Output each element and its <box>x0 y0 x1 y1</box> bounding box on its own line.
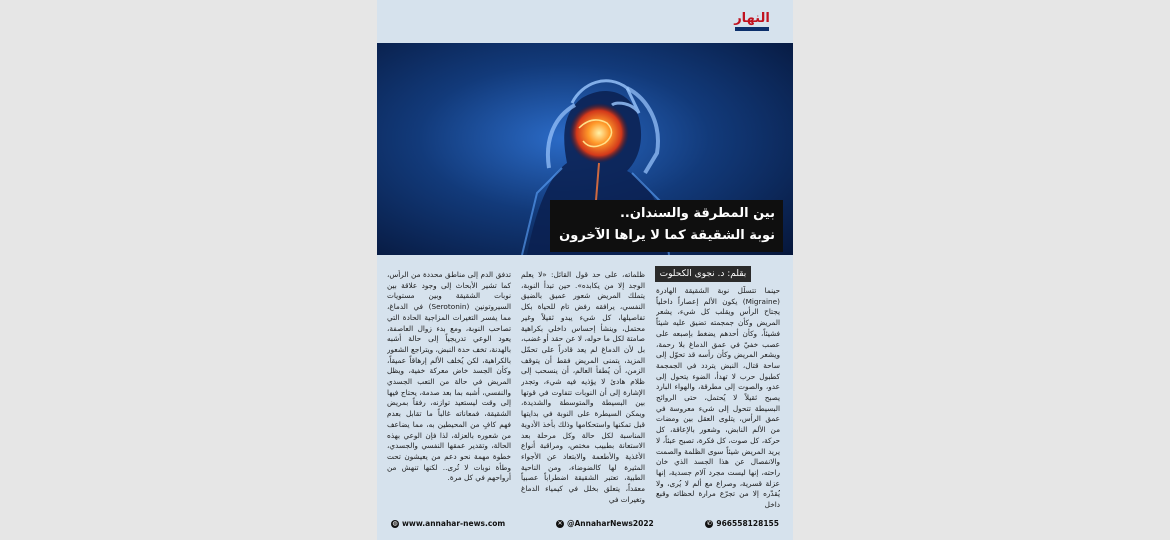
phone-number: 966558128155 <box>716 519 779 528</box>
footer-social[interactable] <box>556 518 654 530</box>
footer-phone[interactable] <box>705 518 779 530</box>
brand-logo <box>725 12 779 36</box>
headline-line-2: نوبة الشقيقة كما لا يراها الآخرون <box>559 228 775 243</box>
article-column-3: تدفق الدم إلى مناطق محددة من الرأس، كما تشير الأبحاث إلى وجود علاقة بين نوبات الشقيقة وبين مستويات السيروتونين (Serotonin) في الدماغ، مما يفسر التغيرات المزاجية الحادة التي تصاحب النوبة، ومع بدء زوال العاصفة، يعود الوعي تدريجياً إلى حالة أشبه بالهدنة، تخف حدة النبض، ويتراجع الشعور بالكراهية، لكن يُخلف الألم إرهاقاً عميقاً، وكأن الجسد خاض معركة خفية، ويظل المريض في حالة من التعب الجسدي والنفسي، أشبه بما بعد صدمة، يحتاج فيها إلى وقت ليستعيد توازنه، رفقاً بمريض الشقيقة، فمعاناته غالباً ما تقابل بعدم فهم كافٍ من المحيطين به، مما يضاعف من شعوره بالعزلة، لذا فإن الوعي بهذه الحالة، وتقدير عمقها النفسي والجسدي، خطوة مهمة نحو دعم من يعيشون تحت وطأة نوبات لا تُرى.. لكنها تنهش من أرواحهم في كل مرة. <box>387 270 511 483</box>
footer-website[interactable] <box>391 518 505 530</box>
magazine-page <box>377 0 793 540</box>
website-text: www.annahar-news.com <box>402 519 506 528</box>
article-column-1: حينما تتسلّل نوبة الشقيقة الهادرة (Migraine) يكون الألم إعصاراً داخلياً يجتاح الرأس ويقلب كل شيء، يشعر المريض وكأن جمجمته تضيق عليه شيئاً فشيئاً، وكأن أحدهم يضغط بإصبعه على عصب خفيّ في عمق الدماغ بلا رحمة، ويشعر المريض وكأن رأسه قد تحوّل إلى ساحة قتال، النبض يتردد في الجمجمة كطبول حرب لا تهدأ، الضوء يتحول إلى عدو، والصوت إلى مطرقة، والهواء البارد يصبح ثقيلاً لا يُحتمل، حتى الروائح البسيطة تتحول إلى شيء معروسة في عمق الرأس، يتلوى العقل بين ومضات من الألم النابض، وشعور بالإعاقة، كل حركة، كل صوت، كل فكرة، تصبح عبئاً، لا يريد المريض شيئاً سوى الظلمة والصمت والانفصال عن هذا الجسد الذي خان راحته، إنها ليست مجرد آلام جسدية، إنها عزلة قسرية، وصراع مع ألم لا يُرى، ولا يُقدّره إلا من تجرّع مرارة لحظاته وقبع داخل <box>656 286 780 510</box>
social-handle: @AnnaharNews2022 <box>567 519 654 528</box>
article-column-2: ظلماته، على حد قول القائل: «لا يعلم الوجد إلا من يكابده». حين تبدأ النوبة، يتملك المريض شعور عميق بالضيق النفسي، يرافقه رفض تام للحياة بكل تفاصيلها، كل شيء يبدو ثقيلاً وغير محتمل، وينشأ إحساس داخلي بكراهية صامتة لكل ما حوله، لا عن حقد أو غضب، بل لأن الدماغ لم يعد قادراً على تحمّل المزيد، يتمنى المريض فقط أن يتوقف الزمن، أن يُطفأ العالم، أن ينسحب إلى ظلام هادئ لا يؤذيه فيه شيء، وتجدر الإشارة إلى أن النوبات تتفاوت في قوتها بين البسيطة والمتوسطة والشديدة، ويمكن السيطرة على النوبة في بدايتها قبل تمكنها واستحكامها وذلك بأخذ الأدوية المناسبة لكل حالة وكل مرحلة بعد الاستعانة بطبيب مختص، ومراقبة أنواع الأغذية والأطعمة والابتعاد عن الأجواء المثيرة لها كالضوضاء، ومن الناحية الطبية، تعتبر الشقيقة اضطراباً عصبياً معقداً، يتعلق بخلل في كيمياء الدماغ وتغيرات في <box>521 270 645 504</box>
globe-icon: ◍ <box>392 520 398 527</box>
x-icon: ✕ <box>557 520 563 527</box>
page-footer <box>391 518 779 530</box>
author-byline: بقلم: د. نجوى الكحلوت <box>655 266 751 282</box>
whatsapp-icon: ✆ <box>706 520 712 527</box>
brand-underline <box>735 27 769 31</box>
headline-line-1: بين المطرقة والسندان.. <box>619 206 775 221</box>
headline-box <box>550 200 783 252</box>
brand-name: النهار <box>734 11 770 26</box>
